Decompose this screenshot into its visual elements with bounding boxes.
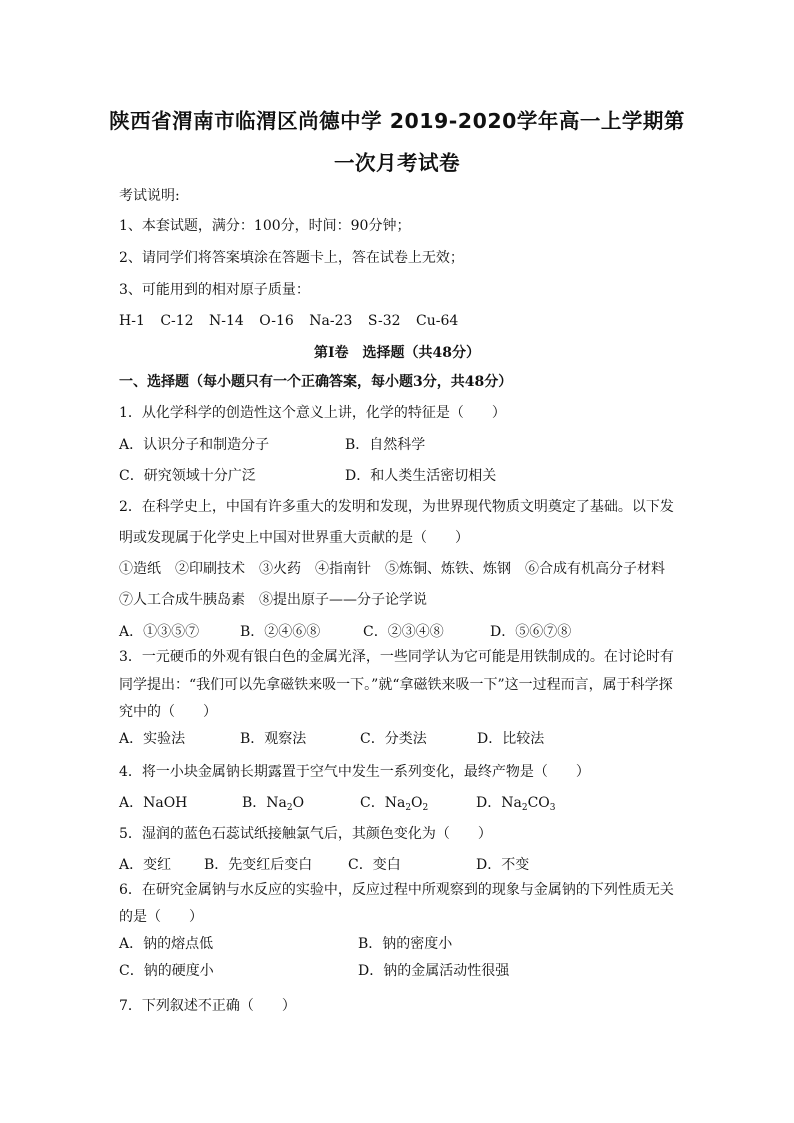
question-3-stem-line-1: 3．一元硬币的外观有银白色的金属光泽，一些同学认为它可能是用铁制成的。在讨论时有 [119,649,674,665]
question-1-option-d: D．和人类生活密切相关 [345,468,497,484]
question-3-option-d: D．比较法 [477,731,545,747]
atomic-mass: S-32 [367,313,401,329]
atomic-mass: H-1 [119,313,145,329]
question-2-list-line-1: ①造纸 ②印刷技术 ③火药 ④指南针 ⑤炼铜、炼铁、炼钢 ⑥合成有机高分子材料 [119,561,665,577]
exam-title-line-2: 一次月考试卷 [334,151,460,175]
question-2-stem-line-1: 2．在科学史上，中国有许多重大的发明和发现，为世界现代物质文明奠定了基础。以下发 [119,499,674,515]
instruction-item-2: 2、请同学们将答案填涂在答题卡上，答在试卷上无效； [119,250,464,266]
question-4-option-c: C．$Na_2O_2$ [360,795,429,813]
question-6-stem-line-2: 的是（ ） [119,909,203,925]
question-4-stem: 4．将一小块金属钠长期露置于空气中发生一系列变化，最终产物是（ ） [119,764,590,780]
question-2-list-line-2: ⑦人工合成牛胰岛素 ⑧提出原子——分子论学说 [119,592,427,608]
atomic-mass: Na-23 [309,313,353,329]
exam-title-line-1: 陕西省渭南市临渭区尚德中学 2019-2020学年高一上学期第 [109,109,685,133]
question-7-stem: 7．下列叙述不正确（ ） [119,998,296,1014]
atomic-mass: N-14 [209,313,244,329]
part-heading: 一、选择题（每小题只有一个正确答案，每小题3分，共48分） [119,374,513,390]
instructions-heading: 考试说明: [119,188,180,204]
question-2-option-a: A．①③⑤⑦ [119,624,200,640]
question-5-option-c: C．变白 [348,857,401,873]
question-3-option-a: A．实验法 [119,731,186,747]
question-1-stem: 1．从化学科学的创造性这个意义上讲，化学的特征是（ ） [119,405,506,421]
question-6-option-d: D．钠的金属活动性很强 [358,963,510,979]
question-5-stem: 5．湿润的蓝色石蕊试纸接触氯气后，其颜色变化为（ ） [119,826,492,842]
instruction-item-3: 3、可能用到的相对原子质量： [119,282,310,298]
question-2-option-b: B．②④⑥⑧ [240,624,321,640]
question-1-option-a: A．认识分子和制造分子 [119,437,270,453]
question-6-option-c: C．钠的硬度小 [119,963,214,979]
question-5-option-b: B．先变红后变白 [204,857,313,873]
question-5-option-a: A．变红 [119,857,172,873]
section-title: 第Ⅰ卷 选择题（共48分） [313,345,481,361]
question-4-option-a: A．NaOH [119,795,188,811]
question-2-stem-line-2: 明或发现属于化学史上中国对世界重大贡献的是（ ） [119,530,469,546]
question-1-option-c: C．研究领域十分广泛 [119,468,256,484]
question-4-option-d: D．$Na_2CO_3$ [476,795,556,813]
question-6-option-b: B．钠的密度小 [358,936,453,952]
question-3-option-b: B．观察法 [240,731,307,747]
question-2-option-c: C．②③④⑧ [363,624,444,640]
instruction-item-1: 1、本套试题，满分：100分，时间：90分钟； [119,218,411,234]
question-6-stem-line-1: 6．在研究金属钠与水反应的实验中，反应过程中所观察到的现象与金属钠的下列性质无关 [119,882,674,898]
atomic-mass: C-12 [160,313,194,329]
atomic-mass: O-16 [259,313,294,329]
question-3-stem-line-3: 究中的（ ） [119,704,217,720]
question-4-option-b: B．$Na_2O$ [242,795,305,813]
question-3-stem-line-2: 同学提出：“我们可以先拿磁铁来吸一下。”就“拿磁铁来吸一下”这一过程而言，属于科学探 [119,677,673,693]
question-6-option-a: A．钠的熔点低 [119,936,214,952]
atomic-mass-list [119,311,469,331]
question-1-option-b: B．自然科学 [345,437,426,453]
question-3-option-c: C．分类法 [360,731,427,747]
atomic-mass: Cu-64 [416,313,459,329]
question-2-option-d: D．⑤⑥⑦⑧ [490,624,572,640]
question-5-option-d: D．不变 [476,857,530,873]
